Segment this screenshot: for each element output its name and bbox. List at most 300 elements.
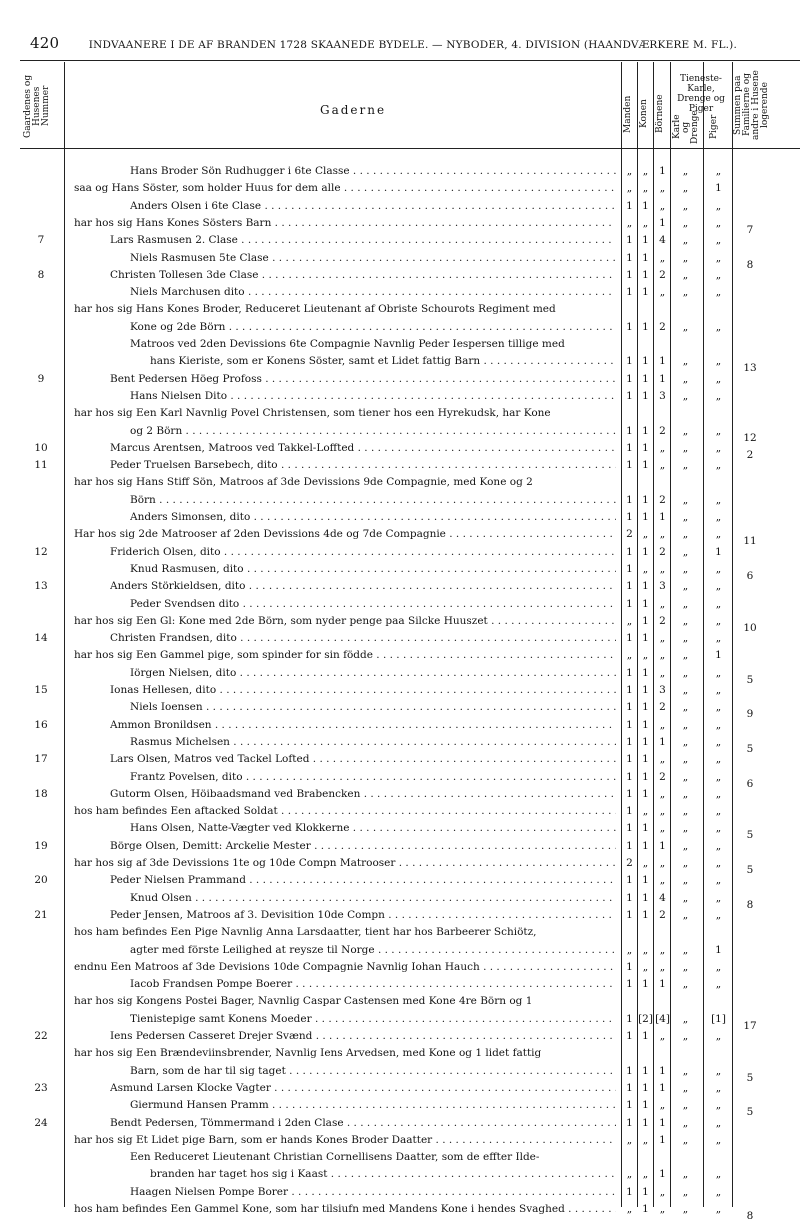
table-row: [0, 596, 800, 613]
count-wife: 1: [642, 268, 649, 281]
count-man: 1: [626, 839, 633, 852]
household-total: 5: [746, 829, 754, 842]
count-man: 2: [626, 857, 633, 869]
count-servant-girls: „: [715, 1133, 722, 1146]
count-man: 1: [626, 493, 633, 506]
entry-text: Iörgen Nielsen, dito . . .: [130, 667, 616, 679]
count-wife: 1: [642, 891, 649, 904]
household-total: 9: [746, 708, 754, 721]
count-children: 2: [659, 614, 666, 627]
count-children: „: [659, 753, 666, 766]
entry-text: Christen Tollesen 3de Clase . . .: [110, 269, 616, 281]
count-servant-girls: „: [715, 355, 722, 368]
count-man: 1: [626, 1012, 633, 1025]
count-man: 1: [626, 1116, 633, 1129]
table-row: [0, 1011, 800, 1032]
count-servant-girls: „: [715, 1030, 722, 1042]
count-man: 1: [626, 251, 633, 264]
count-wife: 1: [642, 1185, 649, 1198]
entry-text: Lars Olsen, Matros ved Tackel Lofted . . .: [110, 753, 616, 765]
table-row: [0, 423, 800, 444]
count-children: 2: [659, 701, 666, 714]
header-streets: Gaderne: [320, 103, 387, 117]
count-man: 1: [626, 511, 633, 523]
household-total: 5: [746, 742, 754, 755]
entry-text: Barn, som de har til sig taget . . .: [130, 1065, 616, 1077]
house-number: 21: [34, 908, 48, 921]
table-row: [0, 353, 800, 375]
count-wife: „: [642, 562, 649, 575]
count-wife: 1: [642, 580, 649, 593]
count-man: 1: [626, 1064, 633, 1077]
entry-text: endnu Een Matroos af 3de Devisions 10de Compagnie Navnlig Iohan Hauch . . .: [74, 961, 616, 973]
table-row: [0, 1063, 800, 1084]
entry-text: Iens Pedersen Casseret Drejer Svænd . . .: [110, 1030, 616, 1042]
count-man: 1: [626, 545, 633, 558]
entry-text: Marcus Arentsen, Matroos ved Takkel-Loffted . . .: [110, 442, 616, 454]
count-wife: 1: [642, 389, 649, 402]
count-servant-men: „: [682, 684, 689, 696]
entry-text: Haagen Nielsen Pompe Borer . . .: [130, 1186, 616, 1198]
entry-text: har hos sig Een Gl: Kone med 2de Börn, som nyder penge paa Silcke Huuszet . . .: [74, 615, 616, 627]
count-children: 2: [659, 770, 666, 783]
house-number: 24: [34, 1116, 48, 1129]
count-servant-girls: „: [715, 528, 722, 541]
count-children: 4: [659, 234, 666, 247]
entry-text: har hos sig Hans Stiff Sön, Matroos af 3de Devissions 9de Compagnie, med Kone og 2: [74, 476, 533, 489]
table-row: [0, 267, 800, 284]
count-servant-men: „: [682, 268, 689, 281]
table-row: [0, 1132, 800, 1149]
count-man: 1: [626, 597, 633, 610]
count-wife: 1: [642, 1081, 649, 1094]
entry-text: Gutorm Olsen, Höibaadsmand ved Brabencken . . .: [110, 788, 616, 800]
house-number: 16: [34, 718, 48, 731]
count-children: „: [659, 1030, 666, 1042]
count-children: 4: [659, 891, 666, 904]
count-children: „: [659, 528, 666, 541]
count-man: 1: [626, 441, 633, 454]
table-row: [0, 734, 800, 755]
entry-text: Ammon Bronildsen . . .: [110, 719, 616, 731]
entry-text: Een Reduceret Lieutenant Christian Cornellisens Daatter, som de effter Ilde-: [130, 1151, 540, 1164]
entry-text: Tienistepige samt Konens Moeder . . .: [130, 1013, 616, 1025]
count-servant-girls: „: [715, 320, 722, 333]
house-number: 23: [34, 1081, 48, 1094]
entry-text: Iacob Frandsen Pompe Boerer . . .: [130, 978, 616, 990]
table-row: [0, 872, 800, 889]
count-wife: 1: [642, 908, 649, 921]
table-row: [0, 855, 800, 876]
count-servant-girls: 1: [715, 649, 722, 662]
table-row: [0, 284, 800, 301]
count-servant-girls: „: [715, 1099, 722, 1112]
count-servant-girls: „: [715, 441, 722, 454]
household-total: 6: [746, 569, 754, 582]
count-servant-men: „: [682, 1012, 689, 1025]
entry-text: Asmund Larsen Klocke Vagter . . .: [110, 1082, 616, 1094]
count-man: 1: [626, 1030, 633, 1042]
count-wife: 1: [642, 632, 649, 645]
count-children: „: [659, 632, 666, 645]
entry-text: Peder Jensen, Matroos af 3. Devisition 10de Compn . . .: [110, 909, 616, 921]
table-row: [0, 457, 800, 474]
count-children: 2: [659, 545, 666, 558]
count-servant-girls: „: [715, 874, 722, 887]
count-children: 1: [659, 511, 666, 523]
count-servant-girls: „: [715, 216, 722, 229]
count-servant-men: „: [682, 441, 689, 454]
count-children: 1: [659, 355, 666, 368]
header-wife: Konen: [639, 99, 649, 129]
count-children: 1: [659, 1133, 666, 1146]
count-servant-men: „: [682, 251, 689, 264]
count-servant-girls: „: [715, 1185, 722, 1198]
count-man: 1: [626, 701, 633, 714]
house-number: 19: [34, 839, 48, 852]
count-servant-men: „: [682, 1185, 689, 1198]
count-servant-girls: „: [715, 718, 722, 731]
count-servant-men: „: [682, 545, 689, 558]
count-wife: „: [642, 216, 649, 229]
count-wife: 1: [642, 493, 649, 506]
count-wife: 1: [642, 355, 649, 368]
count-wife: „: [642, 649, 649, 662]
count-servant-men: „: [682, 1064, 689, 1077]
count-servant-girls: „: [715, 1081, 722, 1094]
count-children: „: [659, 943, 666, 956]
count-man: 1: [626, 355, 633, 368]
count-servant-girls: „: [715, 372, 722, 385]
count-children: 2: [659, 320, 666, 333]
count-wife: 1: [642, 614, 649, 627]
count-wife: 1: [642, 684, 649, 696]
count-man: 2: [626, 528, 633, 541]
entry-text: Hans Nielsen Dito . . .: [130, 390, 616, 402]
count-wife: 1: [642, 822, 649, 835]
count-servant-girls: „: [715, 511, 722, 523]
entry-text: agter med förste Leilighed at reysze til Norge . . .: [130, 944, 616, 956]
table-row: [0, 1028, 800, 1045]
table-row: [0, 838, 800, 855]
count-wife: „: [642, 165, 649, 177]
table-row: [0, 1201, 800, 1222]
count-children: 3: [659, 684, 666, 696]
count-children: „: [659, 874, 666, 887]
count-children: 1: [659, 372, 666, 385]
header-man: Manden: [623, 95, 633, 133]
table-row: [0, 1166, 800, 1183]
count-wife: „: [642, 805, 649, 818]
household-total: 5: [746, 864, 754, 876]
count-servant-men: „: [682, 978, 689, 991]
count-man: 1: [626, 632, 633, 645]
count-servant-men: „: [682, 216, 689, 229]
table-row: [0, 803, 800, 820]
household-total: 6: [746, 777, 754, 790]
count-children: „: [659, 1099, 666, 1112]
count-wife: 1: [642, 839, 649, 852]
count-servant-girls: 1: [715, 545, 722, 558]
entry-text: har hos sig Hans Kones Sösters Barn . . .: [74, 217, 616, 229]
household-total: 13: [743, 362, 757, 375]
count-man: 1: [626, 1081, 633, 1094]
count-wife: „: [642, 943, 649, 956]
count-man: 1: [626, 320, 633, 333]
entry-text: Frantz Povelsen, dito . . .: [130, 771, 616, 783]
count-wife: 1: [642, 978, 649, 991]
entry-text: Peder Nielsen Prammand . . .: [110, 874, 616, 886]
header-children: Börnene: [655, 94, 665, 134]
table-row: [0, 250, 800, 271]
entry-text: Niels Marchusen dito . . .: [130, 286, 616, 298]
entry-text: Hans Broder Sön Rudhugger i 6te Classe . . .: [130, 165, 616, 177]
running-head: [30, 34, 790, 52]
count-wife: 1: [642, 1203, 649, 1215]
count-servant-girls: „: [715, 857, 722, 869]
count-servant-girls: „: [715, 1203, 722, 1215]
entry-text: Matroos ved 2den Devissions 6te Compagnie Navnlig Peder Iespersen tillige med: [130, 338, 565, 350]
count-servant-men: „: [682, 614, 689, 627]
table-row: [0, 751, 800, 768]
table-row: [0, 1115, 800, 1132]
count-children: 1: [659, 839, 666, 852]
household-total: 5: [746, 1071, 754, 1084]
count-wife: 1: [642, 234, 649, 247]
count-servant-men: „: [682, 701, 689, 714]
count-servant-men: „: [682, 580, 689, 593]
table-row: [0, 717, 800, 734]
house-number: 20: [34, 874, 48, 887]
count-servant-men: „: [682, 666, 689, 679]
count-servant-girls: „: [715, 1064, 722, 1077]
household-total: 8: [746, 1210, 754, 1222]
count-man: 1: [626, 372, 633, 385]
household-total: 8: [746, 898, 754, 911]
count-wife: 1: [642, 770, 649, 783]
count-children: „: [659, 822, 666, 835]
entry-text: Börn . . .: [130, 494, 616, 506]
count-servant-girls: „: [715, 666, 722, 679]
count-children: „: [659, 960, 666, 973]
count-man: 1: [626, 891, 633, 904]
count-wife: 1: [642, 1116, 649, 1129]
entry-text: hos ham befindes Een Gammel Kone, som har tilsiufn med Mandens Kone i hendes Svaghed . . .: [74, 1203, 616, 1215]
count-servant-men: „: [682, 839, 689, 852]
count-servant-men: „: [682, 787, 689, 800]
count-servant-men: „: [682, 234, 689, 247]
entry-text: har hos sig Kongens Postei Bager, Navnlig Caspar Castensen med Kone 4re Börn og 1: [74, 995, 533, 1008]
count-servant-men: „: [682, 1116, 689, 1129]
count-man: „: [626, 649, 633, 662]
count-servant-men: „: [682, 355, 689, 368]
count-wife: 1: [642, 459, 649, 472]
count-servant-men: „: [682, 822, 689, 835]
count-man: 1: [626, 286, 633, 299]
table-row: [0, 405, 800, 422]
table-row: [0, 492, 800, 509]
count-wife: 1: [642, 597, 649, 610]
count-servant-girls: „: [715, 234, 722, 247]
table-row: [0, 630, 800, 647]
count-wife: „: [642, 960, 649, 973]
count-children: 1: [659, 735, 666, 748]
count-servant-girls: „: [715, 389, 722, 402]
header-servant-girls: Piger: [709, 114, 719, 140]
count-children: „: [659, 649, 666, 662]
count-servant-men: „: [682, 182, 689, 195]
table-row: [0, 907, 800, 924]
count-wife: 1: [642, 1030, 649, 1042]
count-wife: 1: [642, 320, 649, 333]
count-servant-girls: 1: [715, 182, 722, 195]
count-man: 1: [626, 770, 633, 783]
count-servant-men: „: [682, 493, 689, 506]
count-servant-men: „: [682, 1081, 689, 1094]
count-wife: 1: [642, 251, 649, 264]
entry-text: og 2 Börn . . .: [130, 425, 616, 437]
table-row: [0, 198, 800, 215]
count-wife: 1: [642, 666, 649, 679]
count-servant-girls: 1: [715, 943, 722, 956]
count-servant-men: „: [682, 199, 689, 212]
count-man: „: [626, 182, 633, 195]
count-man: „: [626, 1168, 633, 1181]
entry-text: Niels Rasmusen 5te Clase . . .: [130, 252, 616, 264]
entry-text: har hos sig Een Karl Navnlig Povel Christensen, som tiener hos een Hyrekudsk, har Kone: [74, 407, 551, 420]
entry-text: Friderich Olsen, dito . . .: [110, 546, 616, 558]
count-man: 1: [626, 199, 633, 212]
count-man: 1: [626, 424, 633, 437]
table-row: [0, 371, 800, 388]
table-row: [0, 682, 800, 699]
entry-text: Knud Olsen . . .: [130, 892, 616, 904]
table-row: [0, 613, 800, 634]
count-children: „: [659, 666, 666, 679]
count-children: 2: [659, 493, 666, 506]
entry-text: Lars Rasmusen 2. Clase . . .: [110, 234, 616, 246]
entry-text: Börge Olsen, Demitt: Arckelie Mester . . .: [110, 840, 616, 852]
count-servant-girls: „: [715, 614, 722, 627]
count-servant-girls: „: [715, 580, 722, 593]
count-children: 1: [659, 165, 666, 177]
count-wife: 1: [642, 511, 649, 523]
count-children: „: [659, 199, 666, 212]
household-total: 5: [746, 1106, 754, 1119]
count-wife: 1: [642, 1064, 649, 1077]
count-man: 1: [626, 580, 633, 593]
count-servant-men: „: [682, 372, 689, 385]
table-row: [0, 993, 800, 1010]
entry-text: saa og Hans Söster, som holder Huus for dem alle . . .: [74, 182, 616, 194]
table-row: [0, 786, 800, 803]
count-servant-girls: „: [715, 684, 722, 696]
count-wife: „: [642, 1168, 649, 1181]
table-row: [0, 509, 800, 526]
count-wife: 1: [642, 753, 649, 766]
count-servant-men: „: [682, 857, 689, 869]
table-row: [0, 561, 800, 582]
count-man: 1: [626, 268, 633, 281]
count-children: „: [659, 1185, 666, 1198]
count-man: „: [626, 165, 633, 177]
count-man: 1: [626, 562, 633, 575]
household-total: 7: [746, 223, 754, 236]
table-row: [0, 769, 800, 790]
table-row: [0, 976, 800, 993]
count-wife: 1: [642, 718, 649, 731]
count-servant-men: „: [682, 1133, 689, 1146]
entry-text: Anders Simonsen, dito . . .: [130, 511, 616, 523]
count-servant-men: „: [682, 891, 689, 904]
count-children: 1: [659, 978, 666, 991]
count-children: „: [659, 597, 666, 610]
count-wife: 1: [642, 424, 649, 437]
count-children: „: [659, 1203, 666, 1215]
entry-text: Anders Olsen i 6te Clase . . .: [130, 200, 616, 212]
count-servant-girls: „: [715, 1116, 722, 1129]
entry-text: har hos sig Hans Kones Broder, Reduceret Lieutenant af Obriste Schourots Regiment med: [74, 303, 556, 316]
entry-text: Har hos sig 2de Matrooser af 2den Devissions 4de og 7de Compagnie . . .: [74, 528, 616, 540]
entry-text: hos ham befindes Een aftacked Soldat . . .: [74, 805, 616, 817]
table-row: [0, 319, 800, 336]
count-servant-girls: „: [715, 908, 722, 921]
count-servant-girls: „: [715, 1168, 722, 1181]
house-number: 13: [34, 580, 48, 593]
table-row: [0, 647, 800, 664]
count-servant-girls: „: [715, 805, 722, 818]
count-children: 3: [659, 389, 666, 402]
count-man: 1: [626, 805, 633, 818]
table-row: [0, 924, 800, 941]
count-children: „: [659, 718, 666, 731]
table-top-rule: [20, 60, 800, 61]
count-man: 1: [626, 718, 633, 731]
count-children: 2: [659, 424, 666, 437]
table-row: [0, 215, 800, 236]
entry-text: Kone og 2de Börn . . .: [130, 321, 616, 333]
count-servant-girls: „: [715, 424, 722, 437]
count-servant-girls: „: [715, 960, 722, 973]
entry-text: Bendt Pedersen, Tömmermand i 2den Clase . . .: [110, 1117, 616, 1129]
count-servant-girls: „: [715, 891, 722, 904]
count-servant-men: „: [682, 908, 689, 921]
count-servant-girls: „: [715, 735, 722, 748]
count-man: 1: [626, 960, 633, 973]
count-man: 1: [626, 1099, 633, 1112]
page-number: 420: [30, 34, 60, 52]
count-servant-men: „: [682, 735, 689, 748]
count-servant-girls: „: [715, 199, 722, 212]
house-number: 15: [34, 684, 48, 696]
count-servant-girls: „: [715, 701, 722, 714]
house-number: 8: [37, 268, 45, 281]
count-servant-men: „: [682, 805, 689, 818]
table-row: [0, 180, 800, 197]
count-servant-girls: „: [715, 978, 722, 991]
count-man: 1: [626, 787, 633, 800]
count-children: „: [659, 182, 666, 195]
count-children: „: [659, 441, 666, 454]
entry-text: Christen Frandsen, dito . . .: [110, 632, 616, 644]
entry-text: branden har taget hos sig i Kaast . . .: [150, 1168, 616, 1180]
count-servant-girls: „: [715, 286, 722, 299]
count-servant-girls: [1]: [711, 1012, 726, 1025]
count-wife: 1: [642, 787, 649, 800]
household-total: 8: [746, 258, 754, 271]
house-number: 7: [37, 234, 45, 247]
entry-text: Peder Truelsen Barsebech, dito . . .: [110, 459, 616, 471]
